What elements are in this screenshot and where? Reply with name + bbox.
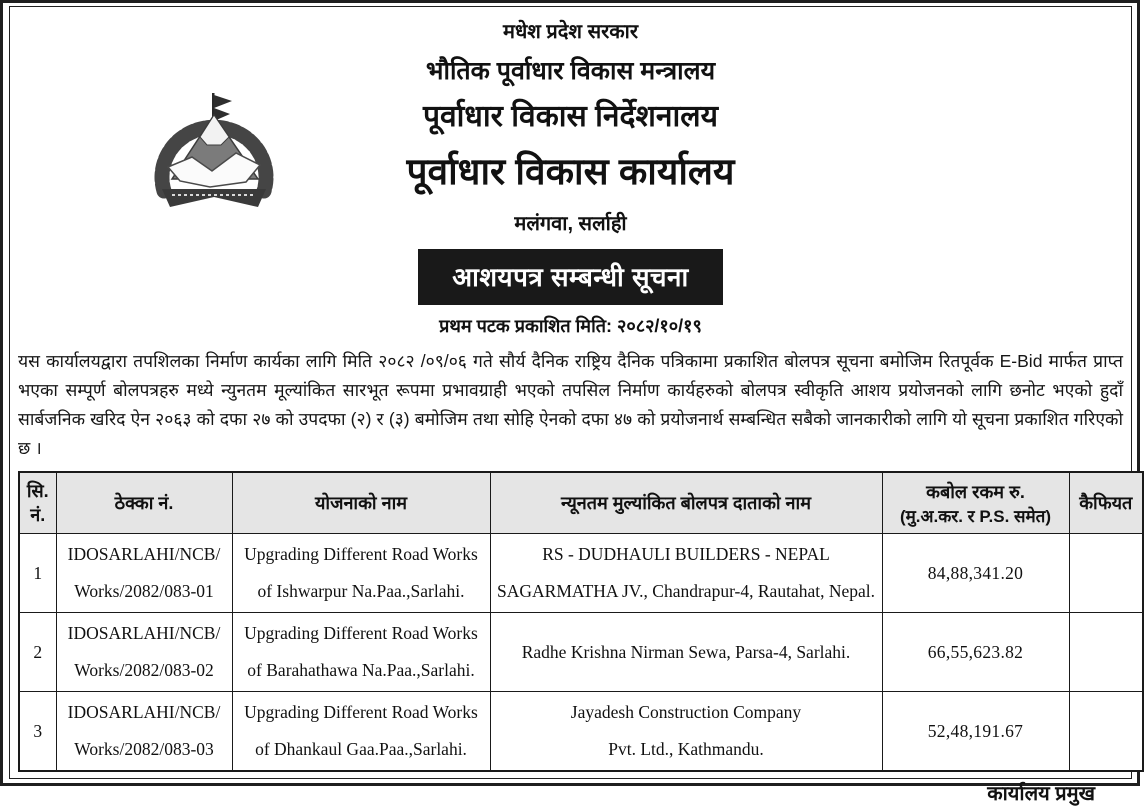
amount-cell: 66,55,623.82	[882, 613, 1069, 692]
document-header	[18, 17, 1123, 338]
col-header-remarks: कैफियत	[1069, 472, 1143, 534]
office-line: पूर्वाधार विकास कार्यालय	[406, 151, 735, 192]
remarks-cell	[1069, 692, 1143, 772]
notice-banner-wrap	[18, 249, 1123, 305]
sn-cell: 1	[19, 534, 56, 613]
col-header-bidder-name: न्यूनतम मुल्यांकित बोलपत्र दाताको नाम	[490, 472, 882, 534]
project-name-cell: Upgrading Different Road Works of Ishwarpur Na.Paa.,Sarlahi.	[232, 534, 490, 613]
directorate-line: पूर्वाधार विकास निर्देशनालय	[422, 100, 719, 133]
intro-paragraph: यस कार्यालयद्वारा तपशिलका निर्माण कार्यका लागि मिति २०८२ /०९/०६ गते सौर्य दैनिक राष्ट्रिय दैनिक पत्रिकामा प्रकाशित बोलपत्र सूचना बमोजिम रितपूर्वक E-Bid मार्फत प्राप्त भएका सम्पूर्ण बोलपत्रहरु मध्ये न्युनतम मूल्यांकित सारभूत रूपमा प्रभावग्राही भएको तपसिल निर्माण कार्यहरुको बोलपत्र स्वीकृति आशय प्रयोजनको लागि छनोट भएको हुदाँ सार्बजनिक खरिद ऐन २०६३ को दफा २७ को उपदफा (२) र (३) बमोजिम तथा सोहि ऐनको दफा ४७ को प्रयोजनार्थ सम्बन्धित सबैको जानकारीको लागि यो सूचना प्रकाशित गरिएको छ ।	[18, 351, 1123, 458]
document	[9, 6, 1133, 805]
amount-cell: 84,88,341.20	[882, 534, 1069, 613]
project-name-cell: Upgrading Different Road Works of Barahathawa Na.Paa.,Sarlahi.	[232, 613, 490, 692]
col-header-sn	[19, 472, 56, 534]
col-header-sn-line1: सि.	[26, 481, 49, 501]
published-date-line: प्रथम पटक प्रकाशित मिति: २०८२/१०/१९	[439, 316, 702, 336]
col-header-project-name: योजनाको नाम	[232, 472, 490, 534]
nepal-emblem-logo	[148, 87, 280, 225]
notice-banner-title: आशयपत्र सम्बन्धी सूचना	[418, 249, 722, 305]
bidder-name-cell: Radhe Krishna Nirman Sewa, Parsa-4, Sarlahi.	[490, 613, 882, 692]
col-header-amount	[882, 472, 1069, 534]
amount-cell: 52,48,191.67	[882, 692, 1069, 772]
office-location: मलंगवा, सर्लाही	[514, 213, 627, 235]
contract-no-cell: IDOSARLAHI/NCB/ Works/2082/083-03	[56, 692, 232, 772]
sn-cell: 3	[19, 692, 56, 772]
col-header-contract-no: ठेक्का नं.	[56, 472, 232, 534]
table-row	[19, 692, 1143, 772]
sn-cell: 2	[19, 613, 56, 692]
signature-label: कार्यालय प्रमुख	[987, 783, 1095, 805]
table-row	[19, 613, 1143, 692]
remarks-cell	[1069, 534, 1143, 613]
col-header-amount-line1: कबोल रकम रु.	[926, 481, 1025, 502]
col-header-amount-line2: (मु.अ.कर. र P.S. समेत)	[899, 506, 1052, 526]
table-row	[19, 534, 1143, 613]
remarks-cell	[1069, 613, 1143, 692]
contract-no-cell: IDOSARLAHI/NCB/ Works/2082/083-01	[56, 534, 232, 613]
project-name-cell: Upgrading Different Road Works of Dhankaul Gaa.Paa.,Sarlahi.	[232, 692, 490, 772]
bidder-name-cell: Jayadesh Construction Company Pvt. Ltd., Kathmandu.	[490, 692, 882, 772]
contract-no-cell: IDOSARLAHI/NCB/ Works/2082/083-02	[56, 613, 232, 692]
table-header-row	[19, 472, 1143, 534]
tender-table	[18, 471, 1144, 772]
ministry-line: भौतिक पूर्वाधार विकास मन्त्रालय	[425, 57, 716, 85]
col-header-sn-line2: नं.	[30, 505, 46, 525]
bidder-name-cell: RS - DUDHAULI BUILDERS - NEPAL SAGARMATHA JV., Chandrapur-4, Rautahat, Nepal.	[490, 534, 882, 613]
government-line: मधेश प्रदेश सरकार	[503, 21, 638, 43]
